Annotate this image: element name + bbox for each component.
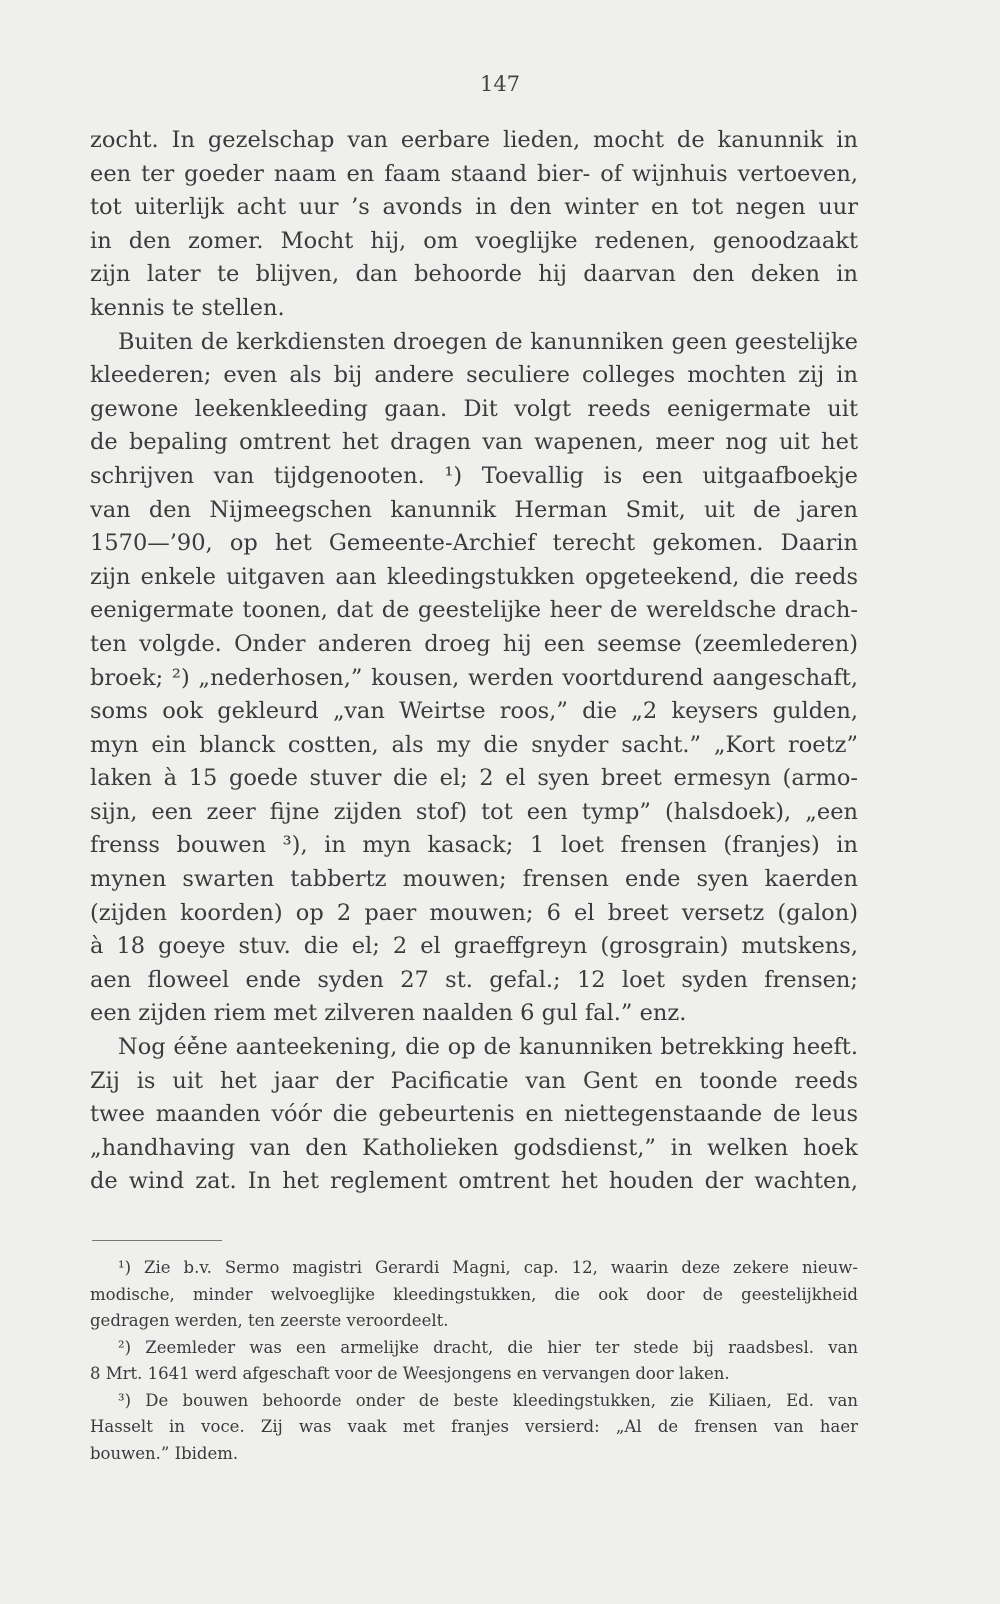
text-line: gewone leekenkleeding gaan. Dit volgt reeds eenigermate uit [90, 395, 858, 422]
text-line: (zijden koorden) op 2 paer mouwen; 6 el breet versetz (galon) [90, 899, 858, 926]
text-line: schrijven van tijdgenooten. ¹) Toevallig is een uitgaafboekje [90, 462, 858, 489]
text-line: Buiten de kerkdiensten droegen de kanunniken geen geestelijke [118, 328, 858, 355]
text-line: Nog éé̀ne aanteekening, die op de kanunniken betrekking heeft. [118, 1034, 858, 1061]
text-line: de bepaling omtrent het dragen van wapenen, meer nog uit het [90, 429, 858, 456]
footnote-line: modische, minder welvoeglijke kleedingstukken, die ook door de geestelijkheid [90, 1284, 858, 1304]
text-line: van den Nijmeegschen kanunnik Herman Smit, uit de jaren [90, 496, 858, 523]
text-line: een zijden riem met zilveren naalden 6 gul fal.” enz. [90, 1000, 687, 1027]
text-line: de wind zat. In het reglement omtrent het houden der wachten, [90, 1168, 858, 1195]
footnote-line: ¹) Zie b.v. Sermo magistri Gerardi Magni, cap. 12, waarin deze zekere nieuw- [118, 1258, 858, 1277]
footnote-line: bouwen.” Ibidem. [90, 1443, 239, 1463]
footnote-line: gedragen werden, ten zeerste veroordeelt. [90, 1311, 449, 1330]
footnote-line: ³) De bouwen behoorde onder de beste kleedingstukken, zie Kiliaen, Ed. van [118, 1390, 858, 1410]
text-line: broek; ²) „nederhosen,” kousen, werden voortdurend aangeschaft, [90, 664, 858, 691]
text-line: sijn, een zeer fijne zijden stof) tot een tymp” (halsdoek), „een [90, 798, 858, 825]
text-line: ten volgde. Onder anderen droeg hij een seemse (zeemlederen) [90, 630, 858, 657]
footnotes [90, 1255, 858, 1467]
text-line: mynen swarten tabbertz mouwen; frensen ende syen kaerden [90, 866, 858, 893]
footnote-line: 8 Mrt. 1641 werd afgeschaft voor de Weesjongens en vervangen door laken. [90, 1364, 730, 1383]
text-line: zijn enkele uitgaven aan kleedingstukken opgeteekend, die reeds [90, 563, 858, 590]
text-line: 1570—’90, op het Gemeente-Archief terecht gekomen. Daarin [90, 530, 858, 557]
text-line: tot uiterlijk acht uur ’s avonds in den winter en tot negen uur [90, 194, 858, 221]
footnote-line: Hasselt in voce. Zij was vaak met franjes versierd: „Al de frensen van haer [90, 1417, 858, 1436]
page-number: 147 [479, 72, 521, 96]
text-line: kennis te stellen. [90, 294, 285, 321]
text-line: twee maanden vóór die gebeurtenis en niettegenstaande de leus [90, 1101, 858, 1128]
text-line: „handhaving van den Katholieken godsdienst,” in welken hoek [90, 1134, 858, 1161]
text-line: soms ook gekleurd „van Weirtse roos,” die „2 keysers gulden, [90, 698, 858, 725]
text-line: laken à 15 goede stuver die el; 2 el syen breet ermesyn (armo- [90, 765, 858, 792]
text-line: in den zomer. Mocht hij, om voeglijke redenen, genoodzaakt [90, 227, 858, 254]
body-text [90, 124, 858, 1199]
text-line: Zij is uit het jaar der Pacificatie van Gent en toonde reeds [90, 1067, 858, 1094]
text-line: kleederen; even als bij andere seculiere colleges mochten zij in [90, 362, 858, 389]
text-line: zocht. In gezelschap van eerbare lieden, mocht de kanunnik in [90, 127, 858, 153]
text-line: eenigermate toonen, dat de geestelijke heer de wereldsche drach- [90, 597, 858, 624]
text-line: een ter goeder naam en faam staand bier- of wijnhuis vertoeven, [90, 160, 858, 187]
text-line: myn ein blanck costten, als my die snyder sacht.” „Kort roetz” [90, 731, 858, 758]
footnote-line: ²) Zeemleder was een armelijke dracht, die hier ter stede bij raadsbesl. van [118, 1337, 858, 1357]
text-line: à 18 goeye stuv. die el; 2 el graeffgreyn (grosgrain) mutskens, [90, 933, 858, 960]
footnote-divider [92, 1240, 222, 1241]
text-line: zijn later te blijven, dan behoorde hij daarvan den deken in [90, 261, 858, 288]
text-line: aen floweel ende syden 27 st. gefal.; 12 loet syden frensen; [90, 966, 858, 993]
text-line: frenss bouwen ³), in myn kasack; 1 loet frensen (franjes) in [90, 832, 858, 859]
